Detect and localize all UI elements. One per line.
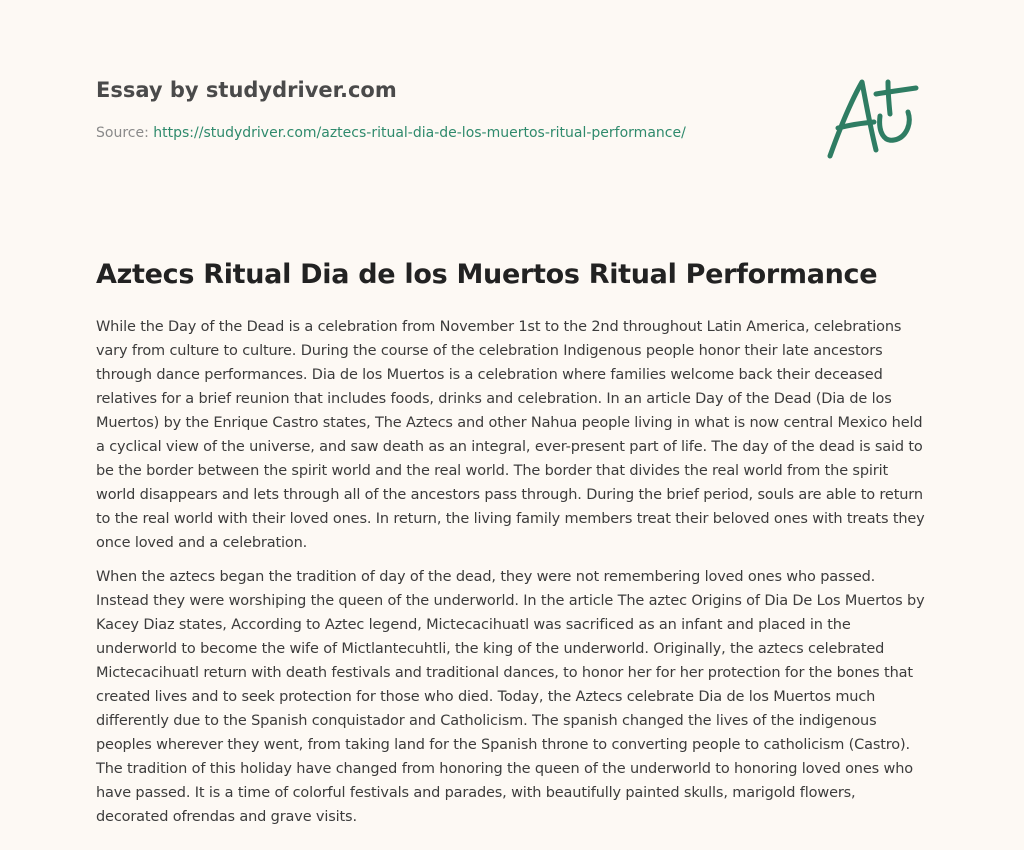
site-title: Essay by studydriver.com	[96, 78, 397, 102]
essay-paragraph: When the aztecs began the tradition of day of the dead, they were not remembering loved ones who passed. Instead they were worshiping the queen of the underworld. In the article The aztec Origins of Dia De Los Muertos by Kacey Diaz states, According to Aztec legend, Mictecacihuatl was sacrificed as an infant and placed in the underworld to become the wife of Mictlantecuhtli, the king of the underworld. Originally, the aztecs celebrated Mictecacihuatl return with death festivals and traditional dances, to honor her for her protection for the bones that created lives and to seek protection for those who died. Today, the Aztecs celebrate Dia de los Muertos much differently due to the Spanish conquistador and Catholicism. The spanish changed the lives of the indigenous peoples wherever they went, from taking land for the Spanish throne to converting people to catholicism (Castro). The tradition of this holiday have changed from honoring the queen of the underworld to honoring loved ones who have passed. It is a time of colorful festivals and parades, with beautifully painted skulls, marigold flowers, decorated ofrendas and grave visits.	[96, 569, 925, 825]
essay-title: Aztecs Ritual Dia de los Muertos Ritual Performance	[96, 259, 878, 290]
source-label: Source:	[96, 125, 154, 141]
essay-body	[96, 315, 928, 839]
a-plus-logo-icon	[822, 68, 928, 164]
page-header	[96, 76, 796, 142]
essay-paragraph: While the Day of the Dead is a celebration from November 1st to the 2nd throughout Latin America, celebrations vary from culture to culture. During the course of the celebration Indigenous people honor their late ancestors through dance performances. Dia de los Muertos is a celebration where families welcome back their deceased relatives for a brief reunion that includes foods, drinks and celebration. In an article Day of the Dead (Dia de los Muertos) by the Enrique Castro states, The Aztecs and other Nahua people living in what is now central Mexico held a cyclical view of the universe, and saw death as an integral, ever-present part of life. The day of the dead is said to be the border between the spirit world and the real world. The border that divides the real world from the spirit world disappears and lets through all of the ancestors pass through. During the brief period, souls are able to return to the real world with their loved ones. In return, the living family members treat their beloved ones with treats they once loved and a celebration.	[96, 319, 925, 551]
source-line	[96, 124, 796, 142]
source-link[interactable]: https://studydriver.com/aztecs-ritual-dia-de-los-muertos-ritual-performance/	[153, 125, 686, 141]
